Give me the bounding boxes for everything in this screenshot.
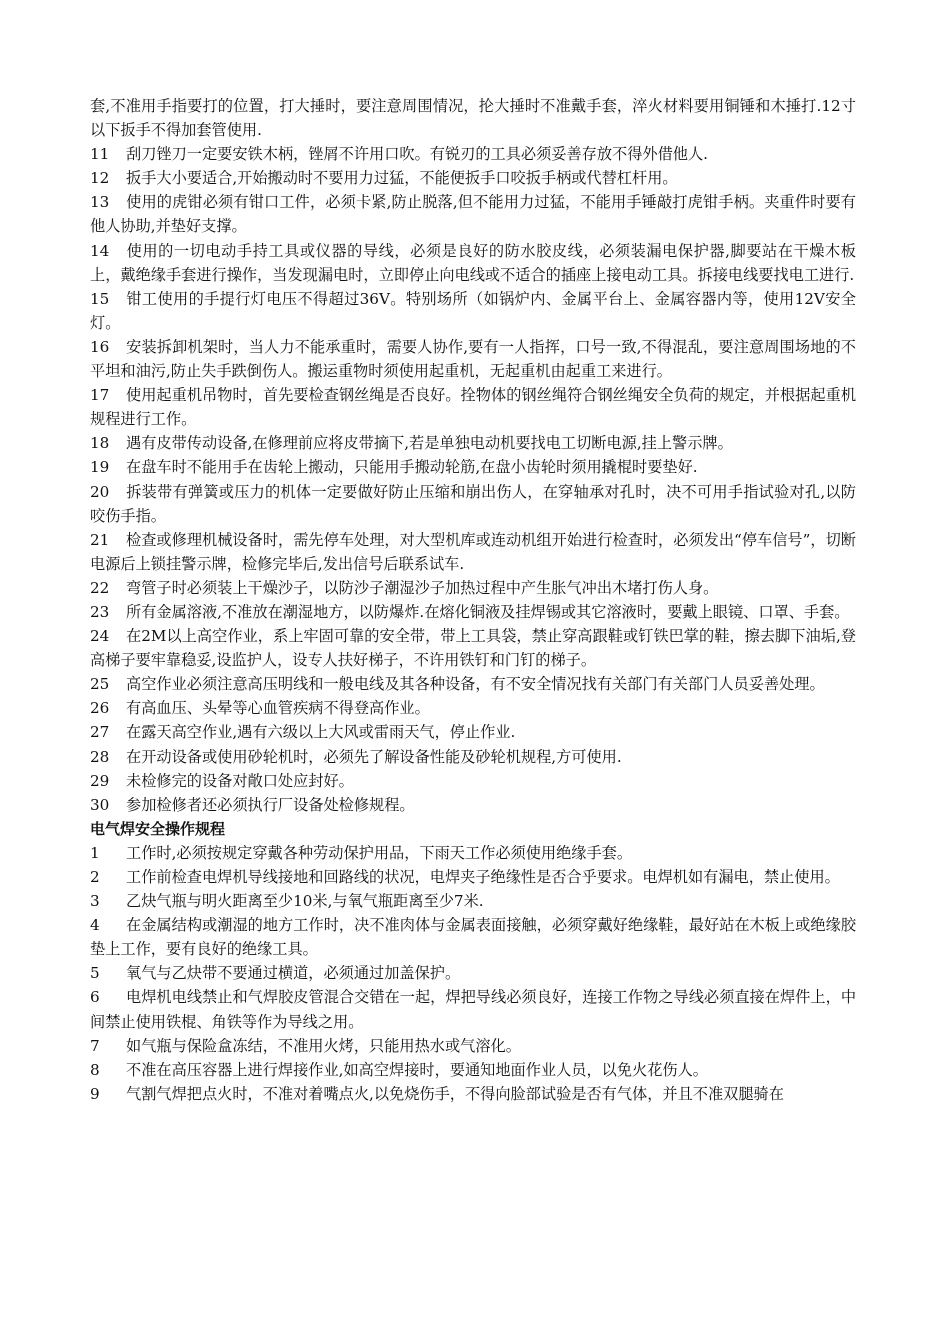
item-number: 17 (90, 386, 110, 405)
paragraph-item-19 (90, 455, 856, 479)
paragraph-text: 在金属结构或潮湿的地方工作时，决不准肉体与金属表面接触，必须穿戴好绝缘鞋，最好站在木板上或绝缘胶垫上工作，要有良好的绝缘工具。 (90, 916, 856, 959)
item-number: 4 (90, 916, 100, 935)
paragraph-text: 扳手大小要适合,开始搬动时不要用力过猛，不能便扳手口咬扳手柄或代替杠杆用。 (126, 169, 678, 188)
paragraph-text: 使用的虎钳必须有钳口工件，必须卡紧,防止脱落,但不能用力过猛，不能用手锤敲打虎钳手柄。夹重件时要有他人协助,并垫好支撑。 (90, 193, 856, 236)
paragraph-item-12 (90, 166, 856, 190)
paragraph-weld-8 (90, 1058, 856, 1082)
paragraph-text: 所有金属溶液,不准放在潮湿地方，以防爆炸.在熔化铜液及挂焊锡或其它溶液时，要戴上眼镜、口罩、手套。 (126, 602, 850, 621)
paragraph-text: 弯管子时必须装上干燥沙子，以防沙子潮湿沙子加热过程中产生胀气冲出木堵打伤人身。 (126, 578, 719, 597)
paragraph-item-18 (90, 431, 856, 455)
paragraph-item-26 (90, 696, 856, 720)
paragraph-text: 在露天高空作业,遇有六级以上大风或雷雨天气，停止作业. (126, 723, 516, 742)
item-number: 5 (90, 964, 100, 983)
paragraph-item-17 (90, 383, 856, 431)
paragraph-continuation (90, 94, 856, 142)
paragraph-item-20 (90, 480, 856, 528)
paragraph-weld-4 (90, 913, 856, 961)
paragraph-item-23 (90, 600, 856, 624)
paragraph-item-13 (90, 190, 856, 238)
paragraph-text: 使用起重机吊物时，首先要检查钢丝绳是否良好。拴物体的钢丝绳符合钢丝绳安全负荷的规定，并根据起重机规程进行工作。 (90, 386, 856, 429)
paragraph-text: 未检修完的设备对敞口处应封好。 (126, 771, 354, 790)
paragraph-text: 参加检修者还必须执行厂设备处检修规程。 (126, 795, 415, 814)
paragraph-item-22 (90, 576, 856, 600)
paragraph-text: 刮刀锉刀一定要安铁木柄，锉屑不许用口吹。有锐刃的工具必须妥善存放不得外借他人. (126, 145, 708, 164)
item-number: 28 (90, 747, 110, 766)
item-number: 9 (90, 1084, 100, 1103)
paragraph-text: 高空作业必须注意高压明线和一般电线及其各种设备，有不安全情况找有关部门有关部门人员妥善处理。 (126, 675, 825, 694)
paragraph-item-21 (90, 528, 856, 576)
paragraph-item-28 (90, 745, 856, 769)
document-body (90, 94, 856, 1106)
paragraph-item-27 (90, 720, 856, 744)
paragraph-text: 工作前检查电焊机导线接地和回路线的状况，电焊夹子绝缘性是否合乎要求。电焊机如有漏电，禁止使用。 (126, 868, 840, 886)
paragraph-item-24 (90, 624, 856, 672)
paragraph-text: 在2M以上高空作业，系上牢固可靠的安全带，带上工具袋，禁止穿高跟鞋或钉铁巴掌的鞋，擦去脚下油垢,登高梯子要牢靠稳妥,设监护人，设专人扶好梯子，不许用铁钉和门钉的梯子。 (90, 627, 856, 670)
paragraph-text: 遇有皮带传动设备,在修理前应将皮带摘下,若是单独电动机要找电工切断电源,挂上警示牌。 (126, 434, 733, 453)
paragraph-weld-1 (90, 841, 856, 865)
item-number: 18 (90, 434, 110, 453)
item-number: 11 (90, 145, 110, 164)
item-number: 29 (90, 771, 110, 790)
item-number: 6 (90, 988, 100, 1007)
paragraph-text: 乙炔气瓶与明火距离至少10米,与氧气瓶距离至少7米. (126, 892, 484, 911)
item-number: 3 (90, 892, 100, 911)
paragraph-text: 有高血压、头晕等心血管疾病不得登高作业。 (126, 699, 430, 718)
paragraph-text: 拆装带有弹簧或压力的机体一定要做好防止压缩和崩出伤人，在穿轴承对孔时，决不可用手指试验对孔,以防咬伤手指。 (90, 482, 856, 525)
paragraph-text: 电焊机电线禁止和气焊胶皮管混合交错在一起，焊把导线必须良好，连接工作物之导线必须直接在焊件上，中间禁止使用铁棍、角铁等作为导线之用。 (90, 988, 856, 1031)
paragraph-text: 工作时,必须按规定穿戴各种劳动保护用品，下雨天工作必须使用绝缘手套。 (126, 843, 633, 862)
paragraph-text: 使用的一切电动手持工具或仪器的导线，必须是良好的防水胶皮线，必须装漏电保护器,脚要站在干燥木板上，戴绝缘手套进行操作，当发现漏电时，立即停止向电线或不适合的插座上接电动工具。拆接电线要找电工进行. (90, 241, 856, 284)
paragraph-item-30 (90, 793, 856, 817)
paragraph-text: 钳工使用的手提行灯电压不得超过36V。特别场所（如锅炉内、金属平台上、金属容器内等，使用12V安全灯。 (90, 289, 856, 332)
paragraph-item-29 (90, 769, 856, 793)
paragraph-weld-7 (90, 1034, 856, 1058)
item-number: 8 (90, 1060, 100, 1079)
paragraph-text: 检查或修理机械设备时，需先停车处理，对大型机库或连动机组开始进行检查时，必须发出“停车信号”，切断电源后上锁挂警示牌，检修完毕后,发出信号后联系试车. (90, 530, 856, 573)
paragraph-item-14 (90, 239, 856, 287)
paragraph-text: 在开动设备或使用砂轮机时，必须先了解设备性能及砂轮机规程,方可使用. (126, 747, 622, 766)
paragraph-text: 气割气焊把点火时，不准对着嘴点火,以免烧伤手，不得向脸部试验是否有气体，并且不准双腿骑在 (126, 1084, 784, 1103)
paragraph-text: 安装拆卸机架时，当人力不能承重时，需要人协作,要有一人指挥，口号一致,不得混乱，要注意周围场地的不平坦和油污,防止失手跌倒伤人。搬运重物时须使用起重机，无起重机由起重工来进行。 (90, 337, 856, 381)
item-number: 27 (90, 723, 110, 742)
paragraph-text: 在盘车时不能用手在齿轮上搬动，只能用手搬动轮筋,在盘小齿轮时须用撬棍时要垫好. (126, 458, 698, 477)
paragraph-weld-9 (90, 1082, 856, 1106)
paragraph-text: 如气瓶与保险盒冻结，不准用火烤，只能用热水或气溶化。 (126, 1036, 521, 1055)
paragraph-text: 不准在高压容器上进行焊接作业,如高空焊接时，要通知地面作业人员，以免火花伤人。 (126, 1060, 708, 1079)
item-number: 19 (90, 458, 110, 477)
paragraph-weld-6 (90, 985, 856, 1033)
paragraph-weld-2 (90, 865, 856, 889)
paragraph-item-11 (90, 142, 856, 166)
item-number: 1 (90, 843, 100, 862)
paragraph-weld-3 (90, 889, 856, 913)
item-number: 13 (90, 193, 110, 212)
paragraph-text: 氧气与乙炔带不要通过横道，必须通过加盖保护。 (126, 964, 461, 983)
paragraph-weld-5 (90, 961, 856, 985)
item-number: 22 (90, 578, 110, 597)
item-number: 20 (90, 482, 110, 501)
item-number: 24 (90, 627, 110, 646)
paragraph-text: 套,不准用手指要打的位置，打大捶时，要注意周围情况，抡大捶时不准戴手套，淬火材料要用铜锤和木捶打.12寸以下扳手不得加套管使用. (90, 97, 856, 140)
item-number: 21 (90, 530, 110, 549)
paragraph-item-15 (90, 287, 856, 335)
item-number: 23 (90, 602, 110, 621)
item-number: 26 (90, 699, 110, 718)
item-number: 30 (90, 795, 110, 814)
item-number: 14 (90, 241, 110, 260)
item-number: 16 (90, 337, 110, 356)
paragraph-item-16 (90, 335, 856, 383)
item-number: 15 (90, 289, 110, 308)
item-number: 12 (90, 169, 110, 188)
item-number: 2 (90, 868, 100, 886)
paragraph-item-25 (90, 672, 856, 696)
item-number: 7 (90, 1036, 100, 1055)
section-heading: 电气焊安全操作规程 (90, 819, 226, 838)
item-number: 25 (90, 675, 110, 694)
